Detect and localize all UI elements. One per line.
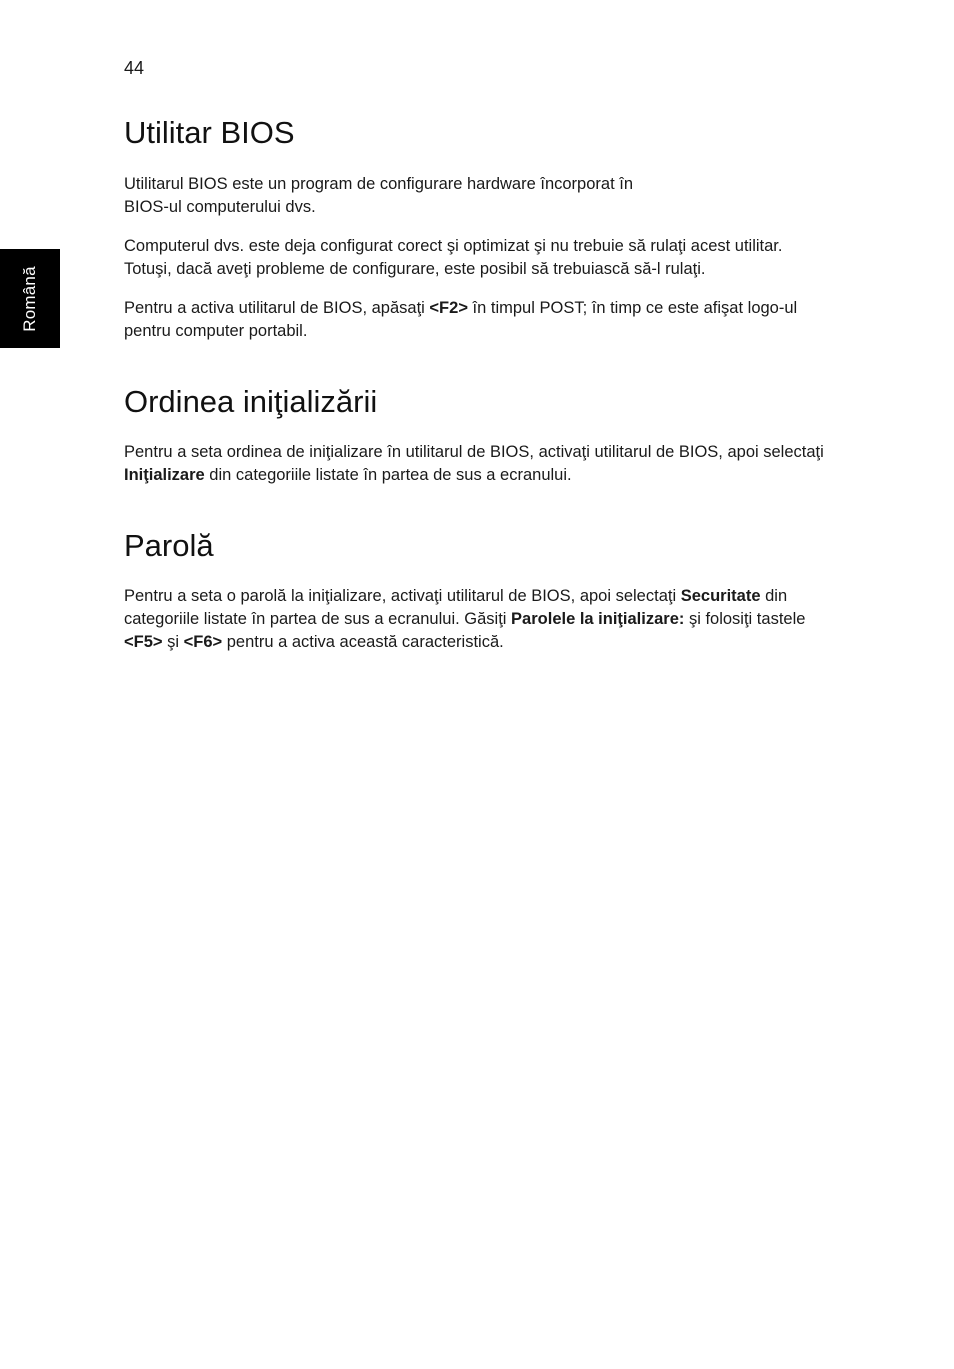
menu-name: Iniţializare: [124, 466, 205, 484]
language-side-tab: [0, 249, 60, 348]
section-title: Utilitar BIOS: [124, 115, 295, 150]
page-content: [124, 113, 824, 654]
paragraph: [124, 173, 824, 219]
section-password: [124, 526, 824, 654]
paragraph-text: din categoriile listate în partea de sus a ecranului. Găsiţi: [124, 587, 788, 628]
menu-name: Securitate: [680, 587, 761, 605]
paragraph-text: în timpul POST; în timp ce este afişat logo-ul pentru computer portabil.: [124, 299, 798, 340]
paragraph-text: pentru a activa această caracteristică.: [222, 633, 504, 651]
page-number: 44: [124, 58, 145, 78]
key-name: <F2>: [429, 299, 468, 317]
section-boot-sequence: [124, 382, 824, 487]
paragraph: [124, 235, 824, 281]
paragraph-text: din categoriile listate în partea de sus a ecranului.: [204, 466, 572, 484]
paragraph-text: Pentru a activa utilitarul de BIOS, apăsaţi: [124, 299, 430, 317]
paragraph-text: BIOS-ul computerului dvs.: [124, 198, 316, 216]
paragraph-text: şi folosiţi tastele: [684, 610, 806, 628]
key-name: <F6>: [183, 633, 223, 651]
section-bios-utility: [124, 113, 824, 343]
paragraph-text: Pentru a seta o parolă la iniţializare, activaţi utilitarul de BIOS, apoi selectaţi: [124, 587, 681, 605]
paragraph: [124, 441, 824, 487]
section-title: Ordinea iniţializării: [124, 384, 378, 419]
section-title: Parolă: [124, 528, 214, 563]
key-name: <F5>: [124, 633, 163, 651]
paragraph-text: şi: [162, 633, 184, 651]
paragraph: [124, 297, 824, 343]
paragraph: [124, 585, 824, 654]
paragraph-text: Pentru a seta ordinea de iniţializare în utilitarul de BIOS, activaţi utilitarul de BIOS, apoi selectaţi: [124, 443, 824, 461]
paragraph-text: Utilitarul BIOS este un program de configurare hardware încorporat în: [124, 175, 634, 193]
language-label: Română: [20, 266, 39, 332]
setting-name: Parolele la iniţializare:: [511, 610, 685, 628]
paragraph-text: Computerul dvs. este deja configurat corect şi optimizat şi nu trebuie să rulaţi acest utilitar. Totuşi, dacă aveţi probleme de configurare, este posibil să trebuiască să-l rulaţi.: [124, 237, 783, 278]
